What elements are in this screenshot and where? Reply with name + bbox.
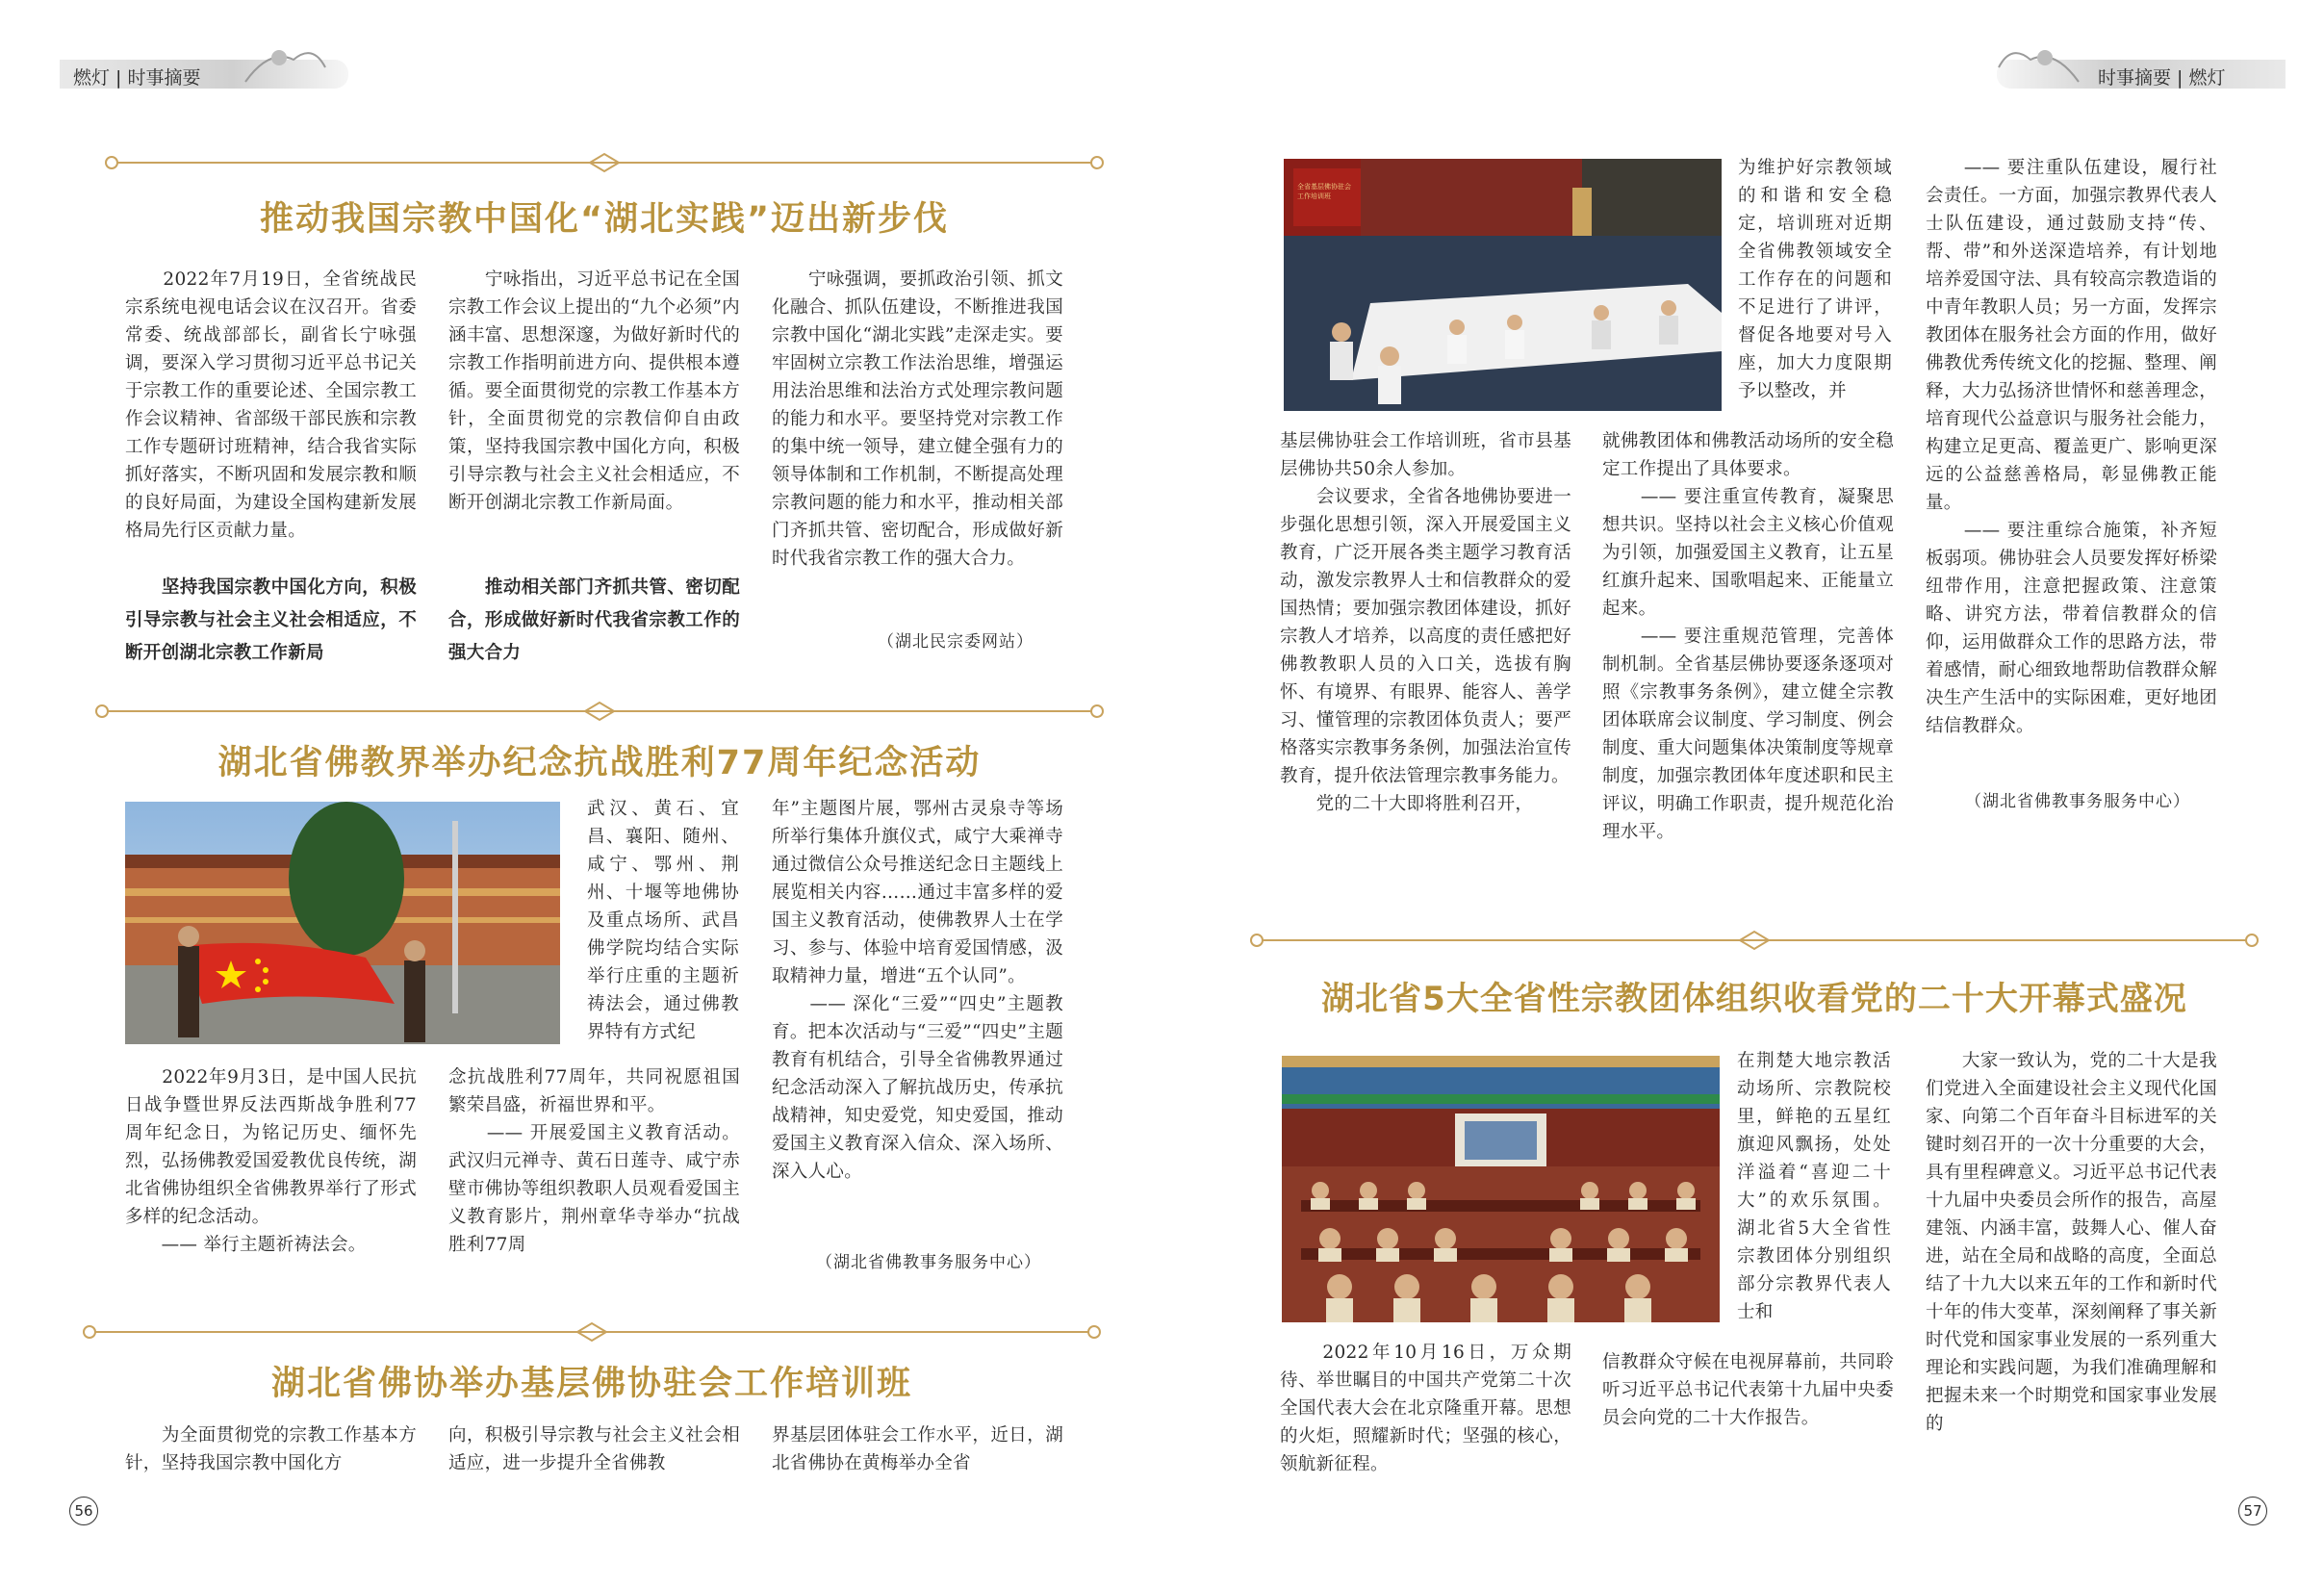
article4-col2-side: 在荆楚大地宗教活动场所、宗教院校里，鲜艳的五星红旗迎风飘扬，处处洋溢着“喜迎二十大”的欢乐氛围。湖北省5大全省性宗教团体分别组织部分宗教界代表人士和 (1737, 1051, 1891, 1322)
right-header-label: 时事摘要 | 燃灯 (2098, 67, 2226, 89)
article3-col3-cont: —— 要注重队伍建设，履行社会责任。一方面，加强宗教界代表人士队伍建设，通过鼓励支持“传、帮、带”和外送深造培养，有计划地培养爱国守法、具有较高宗教造诣的中青年教职人员；另一方面，发挥宗教团体在服务社会方面的作用，做好佛教优秀传统文化的挖掘、整理、阐释，大力弘扬济世情怀和慈善理念，培育现代公益意识与服务社会能力，构建立足更高、覆盖更广、影响更深远的公益慈善格局，彰显佛教正能量。 —— 要注重综合施策，补齐短板弱项。佛协驻会人员要发挥好桥梁纽带作用，注意把握政策、注意策略、讲究方法，带着信教群众的信仰，运用做群众工作的思路方法，带着感情，耐心细致地帮助信教群众解决生产生活中的实际困难，更好地团结信教群众。 (1926, 158, 2217, 736)
article3-col3: 界基层团体驻会工作水平，近日，湖北省佛协在黄梅举办全省 (772, 1425, 1063, 1473)
article3-title: 湖北省佛协举办基层佛协驻会工作培训班 (270, 1365, 912, 1403)
article2-col1-side: 武汉、黄石、宜昌、襄阳、随州、咸宁、鄂州、荆州、十堰等地佛协及重点场所、武昌佛学院均结合实际举行庄重的主题祈祷法会，通过佛教界特有方式纪 (587, 799, 739, 1042)
left-header-ornament (241, 38, 327, 87)
article2-col1-bottom: 2022年9月3日，是中国人民抗日战争暨世界反法西斯战争胜利77周年纪念日，为铭记历史、缅怀先烈，弘扬佛教爱国爱教优良传统，湖北省佛协组织全省佛教界举行了形式多样的纪念活动。 —— 举行主题祈祷法会。 (125, 1067, 417, 1255)
article2-col2-bottom: 念抗战胜利77周年，共同祝愿祖国繁荣昌盛，祈福世界和平。 —— 开展爱国主义教育活动。武汉归元禅寺、黄石日莲寺、咸宁赤壁市佛协等组织教职人员观看爱国主义教育影片，荆州章华寺举办“抗战胜利77周 (448, 1067, 740, 1255)
left-page-number: 56 (69, 1497, 98, 1525)
divider-article1 (104, 152, 1105, 173)
article3-col1-cont: 基层佛协驻会工作培训班，省市县基层佛协共50余人参加。 会议要求，全省各地佛协要进一步强化思想引领，深入开展爱国主义教育，广泛开展各类主题学习教育活动，激发宗教界人士和信教群众的爱国热情；要加强宗教团体建设，抓好宗教人才培养，以高度的责任感把好佛教教职人员的入口关，选拔有胸怀、有境界、有眼界、能容人、善学习、懂管理的宗教团体负责人；要严格落实宗教事务条例，加强法治宣传教育，提升依法管理宗教事务能力。 党的二十大即将胜利召开， (1280, 431, 1571, 814)
article3-col2-side: 为维护好宗教领域的和谐和安全稳定，培训班对近期全省佛教领域安全工作存在的问题和不足进行了讲评，督促各地要对号入座，加大力度限期予以整改，并 (1738, 158, 1892, 401)
article3-photo (1284, 159, 1722, 411)
article1-source: （湖北民宗委网站） (878, 632, 1034, 652)
divider-article4 (1249, 930, 2260, 951)
article3-source: （湖北省佛教事务服务中心） (1965, 792, 2190, 811)
divider-article3 (82, 1321, 1102, 1343)
article1-col2: 宁咏指出，习近平总书记在全国宗教工作会议上提出的“九个必须”内涵丰富、思想深邃，为做好新时代的宗教工作指明前进方向、提供根本遵循。要全面贯彻党的宗教工作基本方针，全面贯彻党的宗教信仰自由政策，坚持我国宗教中国化方向，积极引导宗教与社会主义社会相适应，不断开创湖北宗教工作新局面。 (448, 269, 740, 513)
right-page-number: 57 (2238, 1497, 2267, 1525)
article3-col2-bottom: 就佛教团体和佛教活动场所的安全稳定工作提出了具体要求。 —— 要注重宣传教育，凝聚思想共识。坚持以社会主义核心价值观为引领，加强爱国主义教育，让五星红旗升起来、国歌唱起来、正能量立起来。 —— 要注重规范管理，完善体制机制。全省基层佛协要逐条逐项对照《宗教事务条例》，建立健全宗教团体联席会议制度、学习制度、例会制度、重大问题集体决策制度等规章制度，加强宗教团体年度述职和民主评议，明确工作职责，提升规范化治理水平。 (1602, 431, 1894, 842)
article3-col1: 为全面贯彻党的宗教工作基本方针，坚持我国宗教中国化方 (125, 1425, 417, 1473)
article4-col1-bottom: 2022年10月16日，万众期待、举世瞩目的中国共产党第二十次全国代表大会在北京隆重开幕。思想的火炬，照耀新时代；坚强的核心，领航新征程。 (1280, 1343, 1571, 1474)
divider-article2 (94, 701, 1105, 722)
article3-col2: 向，积极引导宗教与社会主义社会相适应，进一步提升全省佛教 (448, 1425, 740, 1473)
article1-title: 推动我国宗教中国化“湖北实践”迈出新步伐 (259, 200, 949, 239)
article1-col1-subhead: 坚持我国宗教中国化方向，积极引导宗教与社会主义社会相适应，不断开创湖北宗教工作新局 (125, 577, 417, 663)
article1-col3: 宁咏强调，要抓政治引领、抓文化融合、抓队伍建设，不断推进我国宗教中国化“湖北实践”走深走实。要牢固树立宗教工作法治思维，增强运用法治思维和法治方式处理宗教问题的能力和水平。要坚持党对宗教工作的集中统一领导，建立健全强有力的领导体制和工作机制，不断提高处理宗教问题的能力和水平，推动相关部门齐抓共管、密切配合，形成做好新时代我省宗教工作的强大合力。 (772, 269, 1063, 569)
article2-source: （湖北省佛教事务服务中心） (816, 1253, 1041, 1272)
article4-title: 湖北省5大全省性宗教团体组织收看党的二十大开幕式盛况 (1321, 980, 2187, 1018)
right-header-ornament (1997, 38, 2083, 87)
article4-col3: 大家一致认为，党的二十大是我们党进入全面建设社会主义现代化国家、向第二个百年奋斗目标进军的关键时刻召开的一次十分重要的大会，具有里程碑意义。习近平总书记代表十九届中央委员会所作的报告，高屋建瓴、内涵丰富，鼓舞人心、催人奋进，站在全局和战略的高度，全面总结了十九大以来五年的工作和新时代十年的伟大变革，深刻阐释了事关新时代党和国家事业发展的一系列重大理论和实践问题，为我们准确理解和把握未来一个时期党和国家事业发展的 (1926, 1051, 2217, 1434)
article1-col2-subhead: 推动相关部门齐抓共管、密切配合，形成做好新时代我省宗教工作的强大合力 (448, 577, 740, 663)
article2-photo (125, 802, 560, 1044)
article1-col1: 2022年7月19日，全省统战民宗系统电视电话会议在汉召开。省委常委、统战部部长，副省长宁咏强调，要深入学习贯彻习近平总书记关于宗教工作的重要论述、全国宗教工作会议精神、省部级干部民族和宗教工作专题研讨班精神，结合我省实际抓好落实，不断巩固和发展宗教和顺的良好局面，为建设全国构建新发展格局先行区贡献力量。 (125, 269, 417, 541)
article4-photo (1282, 1056, 1720, 1322)
article3-photo-sign: 全省基层佛协驻会工作培训班 (1297, 183, 1351, 200)
left-header-label: 燃灯 | 时事摘要 (73, 67, 201, 89)
article4-col2-bottom: 信教群众守候在电视屏幕前，共同聆听习近平总书记代表第十九届中央委员会向党的二十大作报告。 (1602, 1352, 1894, 1428)
article2-title: 湖北省佛教界举办纪念抗战胜利77周年纪念活动 (217, 744, 982, 782)
article2-col3: 年”主题图片展，鄂州古灵泉寺等场所举行集体升旗仪式，咸宁大乘禅寺通过微信公众号推送纪念日主题线上展览相关内容……通过丰富多样的爱国主义教育活动，使佛教界人士在学习、参与、体验中培育爱国情感，汲取精神力量，增进“五个认同”。 —— 深化“三爱”“四史”主题教育。把本次活动与“三爱”“四史”主题教育有机结合，引导全省佛教界通过纪念活动深入了解抗战历史，传承抗战精神，知史爱党，知史爱国，推动爱国主义教育深入信众、深入场所、深入人心。 (772, 799, 1063, 1182)
